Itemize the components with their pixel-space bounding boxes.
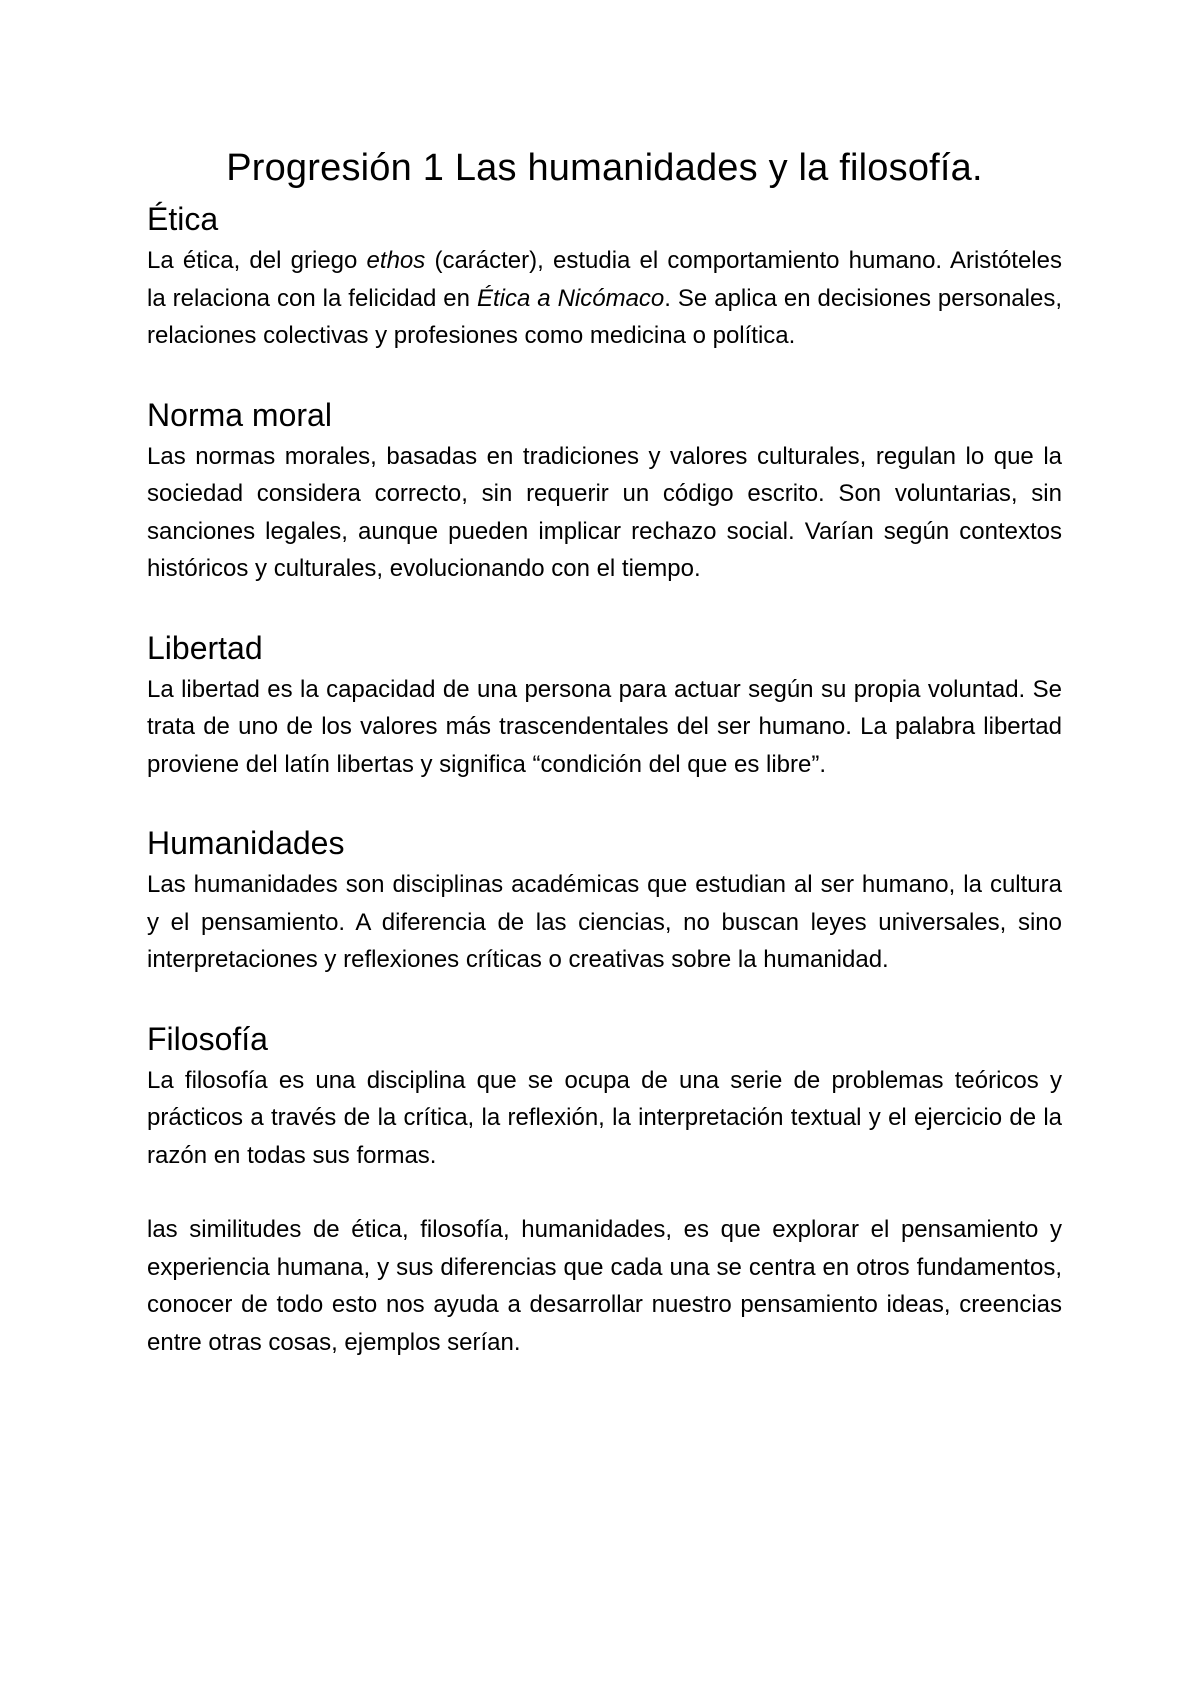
section-heading-libertad: Libertad bbox=[147, 629, 263, 666]
document-page bbox=[147, 140, 1062, 1361]
section-heading-humanidades: Humanidades bbox=[147, 825, 345, 861]
section-norma-moral bbox=[147, 392, 1062, 588]
section-body-filosofia: La filosofía es una disciplina que se ocupa de una serie de problemas teóricos y prácticos a través de la crítica, la reflexión, la interpretación textual y el ejercicio de la razón en todas sus formas. bbox=[147, 1066, 1062, 1169]
section-heading-norma-moral: Norma moral bbox=[147, 396, 332, 433]
emphasis-ethos: ethos bbox=[366, 247, 426, 274]
page-title: Progresión 1 Las humanidades y la filosofía. bbox=[226, 147, 983, 189]
section-body-libertad: La libertad es la capacidad de una persona para actuar según su propia voluntad. Se trata de uno de los valores más trascendentales del ser humano. La palabra libertad proviene del latín libertas y significa “condición del que es libre”. bbox=[147, 675, 1062, 778]
section-humanidades bbox=[147, 820, 1062, 979]
section-filosofia bbox=[147, 1016, 1062, 1175]
section-body-norma-moral: Las normas morales, basadas en tradiciones y valores culturales, regulan lo que la sociedad considera correcto, sin requerir un código escrito. Son voluntarias, sin sanciones legales, aunque pueden implicar rechazo social. Varían según contextos históricos y culturales, evolucionando con el tiempo. bbox=[147, 442, 1062, 582]
section-body-etica bbox=[147, 242, 1062, 355]
emphasis-book-title: Ética a Nicómaco bbox=[476, 284, 665, 312]
body-text: La ética, del griego bbox=[147, 247, 367, 274]
closing-paragraph: las similitudes de ética, filosofía, humanidades, es que explorar el pensamiento y experiencia humana, y sus diferencias que cada una se centra en otros fundamentos, conocer de todo esto nos ayuda a desarrollar nuestro pensamiento ideas, creencias entre otras cosas, ejemplos serían. bbox=[147, 1216, 1062, 1356]
section-heading-etica: Ética bbox=[147, 201, 219, 237]
section-etica bbox=[147, 196, 1062, 355]
section-libertad bbox=[147, 625, 1062, 784]
body-text: (carácter), estudia el comportamiento humano. Aristóteles la relaciona con la felicidad en bbox=[147, 247, 1062, 312]
section-body-humanidades: Las humanidades son disciplinas académicas que estudian al ser humano, la cultura y el pensamiento. A diferencia de las ciencias, no buscan leyes universales, sino interpretaciones y reflexiones críticas o creativas sobre la humanidad. bbox=[147, 871, 1062, 973]
body-text: . Se aplica en decisiones personales, relaciones colectivas y profesiones como medicina o política. bbox=[147, 284, 1062, 349]
section-heading-filosofia: Filosofía bbox=[147, 1020, 268, 1057]
